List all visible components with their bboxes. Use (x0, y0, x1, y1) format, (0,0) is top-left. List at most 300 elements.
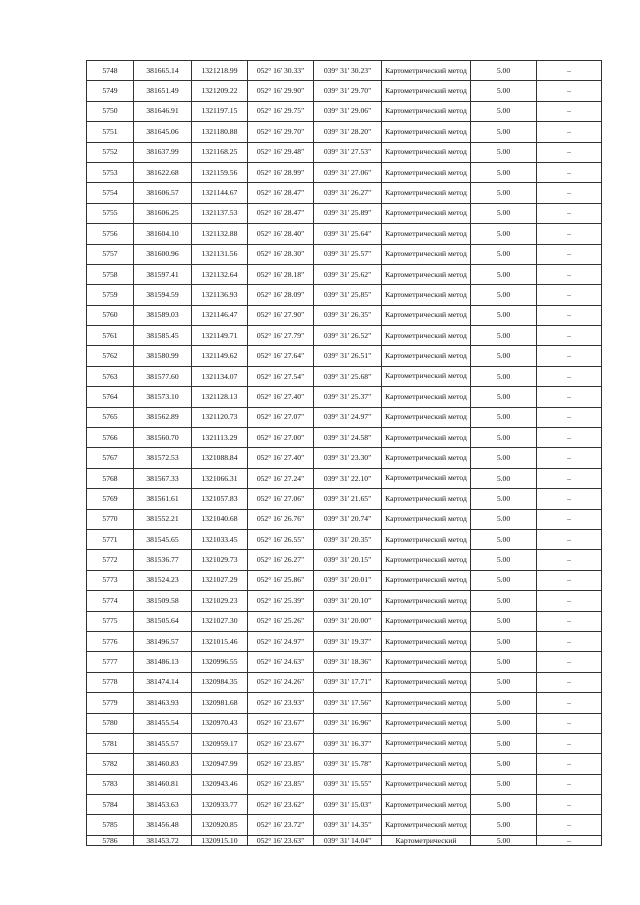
latitude-cell: 052° 16' 28.47" (248, 183, 314, 203)
table-row (87, 591, 602, 611)
table-row (87, 224, 602, 244)
method-cell: Картометрический метод (382, 795, 471, 815)
point-number-cell: 5773 (87, 570, 134, 590)
y-coordinate-cell: 1321197.15 (192, 101, 248, 121)
y-coordinate-cell: 1321168.25 (192, 142, 248, 162)
accuracy-cell: 5.00 (471, 183, 537, 203)
latitude-cell: 052° 16' 24.26" (248, 672, 314, 692)
note-cell: – (537, 428, 602, 448)
note-cell: – (537, 183, 602, 203)
method-cell: Картометрический метод (382, 387, 471, 407)
accuracy-cell: 5.00 (471, 509, 537, 529)
point-number-cell: 5765 (87, 407, 134, 427)
point-number-cell: 5762 (87, 346, 134, 366)
table-row (87, 366, 602, 386)
latitude-cell: 052° 16' 23.85" (248, 754, 314, 774)
method-cell: Картометрический метод (382, 428, 471, 448)
method-cell: Картометрический метод (382, 326, 471, 346)
method-cell: Картометрический метод (382, 81, 471, 101)
latitude-cell: 052° 16' 28.40" (248, 224, 314, 244)
latitude-cell: 052° 16' 23.67" (248, 733, 314, 753)
accuracy-cell: 5.00 (471, 693, 537, 713)
point-number-cell: 5759 (87, 285, 134, 305)
x-coordinate-cell: 381604.10 (134, 224, 192, 244)
method-cell: Картометрический метод (382, 448, 471, 468)
accuracy-cell: 5.00 (471, 468, 537, 488)
note-cell: – (537, 305, 602, 325)
method-cell: Картометрический метод (382, 815, 471, 835)
latitude-cell: 052° 16' 27.00" (248, 428, 314, 448)
table-row (87, 672, 602, 692)
y-coordinate-cell: 1321033.45 (192, 529, 248, 549)
y-coordinate-cell: 1320981.68 (192, 693, 248, 713)
longitude-cell: 039° 31' 20.15" (314, 550, 382, 570)
table-row (87, 611, 602, 631)
x-coordinate-cell: 381585.45 (134, 326, 192, 346)
method-cell: Картометрический метод (382, 591, 471, 611)
x-coordinate-cell: 381594.59 (134, 285, 192, 305)
method-cell: Картометрический метод (382, 509, 471, 529)
latitude-cell: 052° 16' 27.40" (248, 387, 314, 407)
note-cell: – (537, 224, 602, 244)
table-row (87, 713, 602, 733)
table-row (87, 529, 602, 549)
point-number-cell: 5767 (87, 448, 134, 468)
y-coordinate-cell: 1320947.99 (192, 754, 248, 774)
accuracy-cell: 5.00 (471, 529, 537, 549)
table-row (87, 489, 602, 509)
method-cell: Картометрический метод (382, 346, 471, 366)
y-coordinate-cell: 1320933.77 (192, 795, 248, 815)
latitude-cell: 052° 16' 24.97" (248, 631, 314, 651)
note-cell: – (537, 550, 602, 570)
method-cell: Картометрический метод (382, 733, 471, 753)
latitude-cell: 052° 16' 23.85" (248, 774, 314, 794)
latitude-cell: 052° 16' 28.09" (248, 285, 314, 305)
point-number-cell: 5758 (87, 264, 134, 284)
longitude-cell: 039° 31' 20.01" (314, 570, 382, 590)
x-coordinate-cell: 381645.06 (134, 122, 192, 142)
x-coordinate-cell: 381455.57 (134, 733, 192, 753)
y-coordinate-cell: 1320970.43 (192, 713, 248, 733)
latitude-cell: 052° 16' 29.70" (248, 122, 314, 142)
latitude-cell: 052° 16' 23.63" (248, 835, 314, 845)
x-coordinate-cell: 381536.77 (134, 550, 192, 570)
accuracy-cell: 5.00 (471, 366, 537, 386)
table-row (87, 631, 602, 651)
latitude-cell: 052° 16' 29.75" (248, 101, 314, 121)
point-number-cell: 5756 (87, 224, 134, 244)
point-number-cell: 5781 (87, 733, 134, 753)
table-row (87, 652, 602, 672)
note-cell: – (537, 142, 602, 162)
point-number-cell: 5769 (87, 489, 134, 509)
longitude-cell: 039° 31' 16.96" (314, 713, 382, 733)
latitude-cell: 052° 16' 28.30" (248, 244, 314, 264)
accuracy-cell: 5.00 (471, 550, 537, 570)
longitude-cell: 039° 31' 25.68" (314, 366, 382, 386)
table-row (87, 733, 602, 753)
method-cell: Картометрический метод (382, 244, 471, 264)
note-cell: – (537, 203, 602, 223)
point-number-cell: 5750 (87, 101, 134, 121)
accuracy-cell: 5.00 (471, 448, 537, 468)
note-cell: – (537, 326, 602, 346)
note-cell: – (537, 264, 602, 284)
y-coordinate-cell: 1321134.07 (192, 366, 248, 386)
coordinates-table (86, 60, 602, 846)
longitude-cell: 039° 31' 24.58" (314, 428, 382, 448)
table-row (87, 326, 602, 346)
point-number-cell: 5785 (87, 815, 134, 835)
x-coordinate-cell: 381524.23 (134, 570, 192, 590)
x-coordinate-cell: 381456.48 (134, 815, 192, 835)
note-cell: – (537, 448, 602, 468)
longitude-cell: 039° 31' 14.35" (314, 815, 382, 835)
point-number-cell: 5780 (87, 713, 134, 733)
y-coordinate-cell: 1321146.47 (192, 305, 248, 325)
longitude-cell: 039° 31' 20.74" (314, 509, 382, 529)
note-cell: – (537, 529, 602, 549)
accuracy-cell: 5.00 (471, 631, 537, 651)
accuracy-cell: 5.00 (471, 835, 537, 845)
accuracy-cell: 5.00 (471, 754, 537, 774)
note-cell: – (537, 285, 602, 305)
point-number-cell: 5752 (87, 142, 134, 162)
point-number-cell: 5760 (87, 305, 134, 325)
y-coordinate-cell: 1321132.64 (192, 264, 248, 284)
latitude-cell: 052° 16' 27.90" (248, 305, 314, 325)
longitude-cell: 039° 31' 25.37" (314, 387, 382, 407)
note-cell: – (537, 81, 602, 101)
method-cell: Картометрический метод (382, 285, 471, 305)
note-cell: – (537, 652, 602, 672)
note-cell: – (537, 468, 602, 488)
accuracy-cell: 5.00 (471, 61, 537, 81)
x-coordinate-cell: 381606.57 (134, 183, 192, 203)
point-number-cell: 5775 (87, 611, 134, 631)
latitude-cell: 052° 16' 28.47" (248, 203, 314, 223)
y-coordinate-cell: 1321137.53 (192, 203, 248, 223)
accuracy-cell: 5.00 (471, 733, 537, 753)
note-cell: – (537, 713, 602, 733)
x-coordinate-cell: 381597.41 (134, 264, 192, 284)
point-number-cell: 5771 (87, 529, 134, 549)
y-coordinate-cell: 1320984.35 (192, 672, 248, 692)
point-number-cell: 5753 (87, 162, 134, 182)
note-cell: – (537, 489, 602, 509)
point-number-cell: 5749 (87, 81, 134, 101)
latitude-cell: 052° 16' 27.06" (248, 489, 314, 509)
point-number-cell: 5770 (87, 509, 134, 529)
point-number-cell: 5755 (87, 203, 134, 223)
latitude-cell: 052° 16' 26.76" (248, 509, 314, 529)
accuracy-cell: 5.00 (471, 81, 537, 101)
method-cell: Картометрический метод (382, 529, 471, 549)
table-row (87, 162, 602, 182)
table-row (87, 183, 602, 203)
method-cell: Картометрический метод (382, 631, 471, 651)
table-row (87, 754, 602, 774)
latitude-cell: 052° 16' 23.72" (248, 815, 314, 835)
method-cell: Картометрический метод (382, 305, 471, 325)
x-coordinate-cell: 381474.14 (134, 672, 192, 692)
table-row (87, 203, 602, 223)
x-coordinate-cell: 381460.81 (134, 774, 192, 794)
coordinates-table-page (86, 60, 601, 846)
accuracy-cell: 5.00 (471, 428, 537, 448)
table-row (87, 101, 602, 121)
x-coordinate-cell: 381455.54 (134, 713, 192, 733)
accuracy-cell: 5.00 (471, 672, 537, 692)
accuracy-cell: 5.00 (471, 244, 537, 264)
longitude-cell: 039° 31' 25.64" (314, 224, 382, 244)
note-cell: – (537, 795, 602, 815)
accuracy-cell: 5.00 (471, 162, 537, 182)
table-row (87, 346, 602, 366)
table-row (87, 61, 602, 81)
table-row (87, 774, 602, 794)
x-coordinate-cell: 381637.99 (134, 142, 192, 162)
accuracy-cell: 5.00 (471, 264, 537, 284)
latitude-cell: 052° 16' 29.90" (248, 81, 314, 101)
method-cell: Картометрический (382, 835, 471, 845)
accuracy-cell: 5.00 (471, 795, 537, 815)
note-cell: – (537, 631, 602, 651)
latitude-cell: 052° 16' 28.18" (248, 264, 314, 284)
y-coordinate-cell: 1321088.84 (192, 448, 248, 468)
x-coordinate-cell: 381486.13 (134, 652, 192, 672)
note-cell: – (537, 162, 602, 182)
y-coordinate-cell: 1321015.46 (192, 631, 248, 651)
longitude-cell: 039° 31' 27.53" (314, 142, 382, 162)
method-cell: Картометрический метод (382, 203, 471, 223)
latitude-cell: 052° 16' 26.55" (248, 529, 314, 549)
x-coordinate-cell: 381545.65 (134, 529, 192, 549)
note-cell: – (537, 366, 602, 386)
longitude-cell: 039° 31' 25.57" (314, 244, 382, 264)
method-cell: Картометрический метод (382, 162, 471, 182)
accuracy-cell: 5.00 (471, 591, 537, 611)
accuracy-cell: 5.00 (471, 346, 537, 366)
point-number-cell: 5774 (87, 591, 134, 611)
table-row (87, 142, 602, 162)
table-row (87, 122, 602, 142)
coordinates-table-body (87, 61, 602, 846)
accuracy-cell: 5.00 (471, 652, 537, 672)
longitude-cell: 039° 31' 15.55" (314, 774, 382, 794)
latitude-cell: 052° 16' 27.54" (248, 366, 314, 386)
y-coordinate-cell: 1321027.29 (192, 570, 248, 590)
x-coordinate-cell: 381509.58 (134, 591, 192, 611)
longitude-cell: 039° 31' 23.30" (314, 448, 382, 468)
table-row (87, 693, 602, 713)
latitude-cell: 052° 16' 27.79" (248, 326, 314, 346)
table-row (87, 428, 602, 448)
x-coordinate-cell: 381453.72 (134, 835, 192, 845)
longitude-cell: 039° 31' 29.70" (314, 81, 382, 101)
latitude-cell: 052° 16' 27.24" (248, 468, 314, 488)
longitude-cell: 039° 31' 15.03" (314, 795, 382, 815)
method-cell: Картометрический метод (382, 672, 471, 692)
longitude-cell: 039° 31' 30.23" (314, 61, 382, 81)
y-coordinate-cell: 1321120.73 (192, 407, 248, 427)
method-cell: Картометрический метод (382, 489, 471, 509)
point-number-cell: 5772 (87, 550, 134, 570)
table-row (87, 407, 602, 427)
method-cell: Картометрический метод (382, 366, 471, 386)
table-row (87, 835, 602, 845)
table-row (87, 815, 602, 835)
latitude-cell: 052° 16' 29.48" (248, 142, 314, 162)
point-number-cell: 5777 (87, 652, 134, 672)
note-cell: – (537, 509, 602, 529)
x-coordinate-cell: 381560.70 (134, 428, 192, 448)
table-row (87, 387, 602, 407)
x-coordinate-cell: 381562.89 (134, 407, 192, 427)
latitude-cell: 052° 16' 25.26" (248, 611, 314, 631)
y-coordinate-cell: 1321218.99 (192, 61, 248, 81)
x-coordinate-cell: 381580.99 (134, 346, 192, 366)
accuracy-cell: 5.00 (471, 489, 537, 509)
method-cell: Картометрический метод (382, 774, 471, 794)
table-row (87, 285, 602, 305)
longitude-cell: 039° 31' 20.10" (314, 591, 382, 611)
point-number-cell: 5748 (87, 61, 134, 81)
latitude-cell: 052° 16' 24.63" (248, 652, 314, 672)
longitude-cell: 039° 31' 20.00" (314, 611, 382, 631)
longitude-cell: 039° 31' 20.35" (314, 529, 382, 549)
x-coordinate-cell: 381589.03 (134, 305, 192, 325)
longitude-cell: 039° 31' 19.37" (314, 631, 382, 651)
accuracy-cell: 5.00 (471, 101, 537, 121)
x-coordinate-cell: 381606.25 (134, 203, 192, 223)
method-cell: Картометрический метод (382, 713, 471, 733)
longitude-cell: 039° 31' 29.06" (314, 101, 382, 121)
longitude-cell: 039° 31' 26.27" (314, 183, 382, 203)
table-row (87, 795, 602, 815)
x-coordinate-cell: 381460.83 (134, 754, 192, 774)
point-number-cell: 5782 (87, 754, 134, 774)
table-row (87, 81, 602, 101)
method-cell: Картометрический метод (382, 122, 471, 142)
longitude-cell: 039° 31' 16.37" (314, 733, 382, 753)
note-cell: – (537, 733, 602, 753)
table-row (87, 244, 602, 264)
point-number-cell: 5786 (87, 835, 134, 845)
note-cell: – (537, 611, 602, 631)
method-cell: Картометрический метод (382, 754, 471, 774)
note-cell: – (537, 122, 602, 142)
x-coordinate-cell: 381622.68 (134, 162, 192, 182)
y-coordinate-cell: 1321128.13 (192, 387, 248, 407)
x-coordinate-cell: 381665.14 (134, 61, 192, 81)
y-coordinate-cell: 1321029.23 (192, 591, 248, 611)
point-number-cell: 5757 (87, 244, 134, 264)
note-cell: – (537, 570, 602, 590)
latitude-cell: 052° 16' 23.93" (248, 693, 314, 713)
latitude-cell: 052° 16' 25.39" (248, 591, 314, 611)
point-number-cell: 5784 (87, 795, 134, 815)
longitude-cell: 039° 31' 17.71" (314, 672, 382, 692)
x-coordinate-cell: 381651.49 (134, 81, 192, 101)
longitude-cell: 039° 31' 21.65" (314, 489, 382, 509)
longitude-cell: 039° 31' 25.62" (314, 264, 382, 284)
y-coordinate-cell: 1320959.17 (192, 733, 248, 753)
accuracy-cell: 5.00 (471, 713, 537, 733)
x-coordinate-cell: 381453.63 (134, 795, 192, 815)
x-coordinate-cell: 381552.21 (134, 509, 192, 529)
point-number-cell: 5761 (87, 326, 134, 346)
note-cell: – (537, 693, 602, 713)
accuracy-cell: 5.00 (471, 224, 537, 244)
point-number-cell: 5763 (87, 366, 134, 386)
note-cell: – (537, 754, 602, 774)
accuracy-cell: 5.00 (471, 285, 537, 305)
y-coordinate-cell: 1321066.31 (192, 468, 248, 488)
note-cell: – (537, 346, 602, 366)
longitude-cell: 039° 31' 26.52" (314, 326, 382, 346)
y-coordinate-cell: 1321144.67 (192, 183, 248, 203)
longitude-cell: 039° 31' 26.51" (314, 346, 382, 366)
accuracy-cell: 5.00 (471, 570, 537, 590)
method-cell: Картометрический метод (382, 183, 471, 203)
x-coordinate-cell: 381577.60 (134, 366, 192, 386)
table-row (87, 305, 602, 325)
x-coordinate-cell: 381463.93 (134, 693, 192, 713)
longitude-cell: 039° 31' 25.85" (314, 285, 382, 305)
y-coordinate-cell: 1320996.55 (192, 652, 248, 672)
y-coordinate-cell: 1321057.83 (192, 489, 248, 509)
table-row (87, 468, 602, 488)
method-cell: Картометрический метод (382, 407, 471, 427)
method-cell: Картометрический метод (382, 550, 471, 570)
longitude-cell: 039° 31' 14.04" (314, 835, 382, 845)
y-coordinate-cell: 1320920.85 (192, 815, 248, 835)
accuracy-cell: 5.00 (471, 774, 537, 794)
note-cell: – (537, 591, 602, 611)
method-cell: Картометрический метод (382, 101, 471, 121)
latitude-cell: 052° 16' 27.07" (248, 407, 314, 427)
point-number-cell: 5768 (87, 468, 134, 488)
method-cell: Картометрический метод (382, 61, 471, 81)
accuracy-cell: 5.00 (471, 305, 537, 325)
method-cell: Картометрический метод (382, 142, 471, 162)
longitude-cell: 039° 31' 27.06" (314, 162, 382, 182)
note-cell: – (537, 244, 602, 264)
longitude-cell: 039° 31' 24.97" (314, 407, 382, 427)
latitude-cell: 052° 16' 23.62" (248, 795, 314, 815)
x-coordinate-cell: 381567.33 (134, 468, 192, 488)
longitude-cell: 039° 31' 22.10" (314, 468, 382, 488)
accuracy-cell: 5.00 (471, 407, 537, 427)
y-coordinate-cell: 1321159.56 (192, 162, 248, 182)
x-coordinate-cell: 381561.61 (134, 489, 192, 509)
x-coordinate-cell: 381600.96 (134, 244, 192, 264)
accuracy-cell: 5.00 (471, 142, 537, 162)
y-coordinate-cell: 1320943.46 (192, 774, 248, 794)
note-cell: – (537, 672, 602, 692)
latitude-cell: 052° 16' 26.27" (248, 550, 314, 570)
note-cell: – (537, 101, 602, 121)
longitude-cell: 039° 31' 28.20" (314, 122, 382, 142)
point-number-cell: 5751 (87, 122, 134, 142)
y-coordinate-cell: 1321180.88 (192, 122, 248, 142)
longitude-cell: 039° 31' 18.36" (314, 652, 382, 672)
y-coordinate-cell: 1320915.10 (192, 835, 248, 845)
point-number-cell: 5779 (87, 693, 134, 713)
y-coordinate-cell: 1321149.71 (192, 326, 248, 346)
